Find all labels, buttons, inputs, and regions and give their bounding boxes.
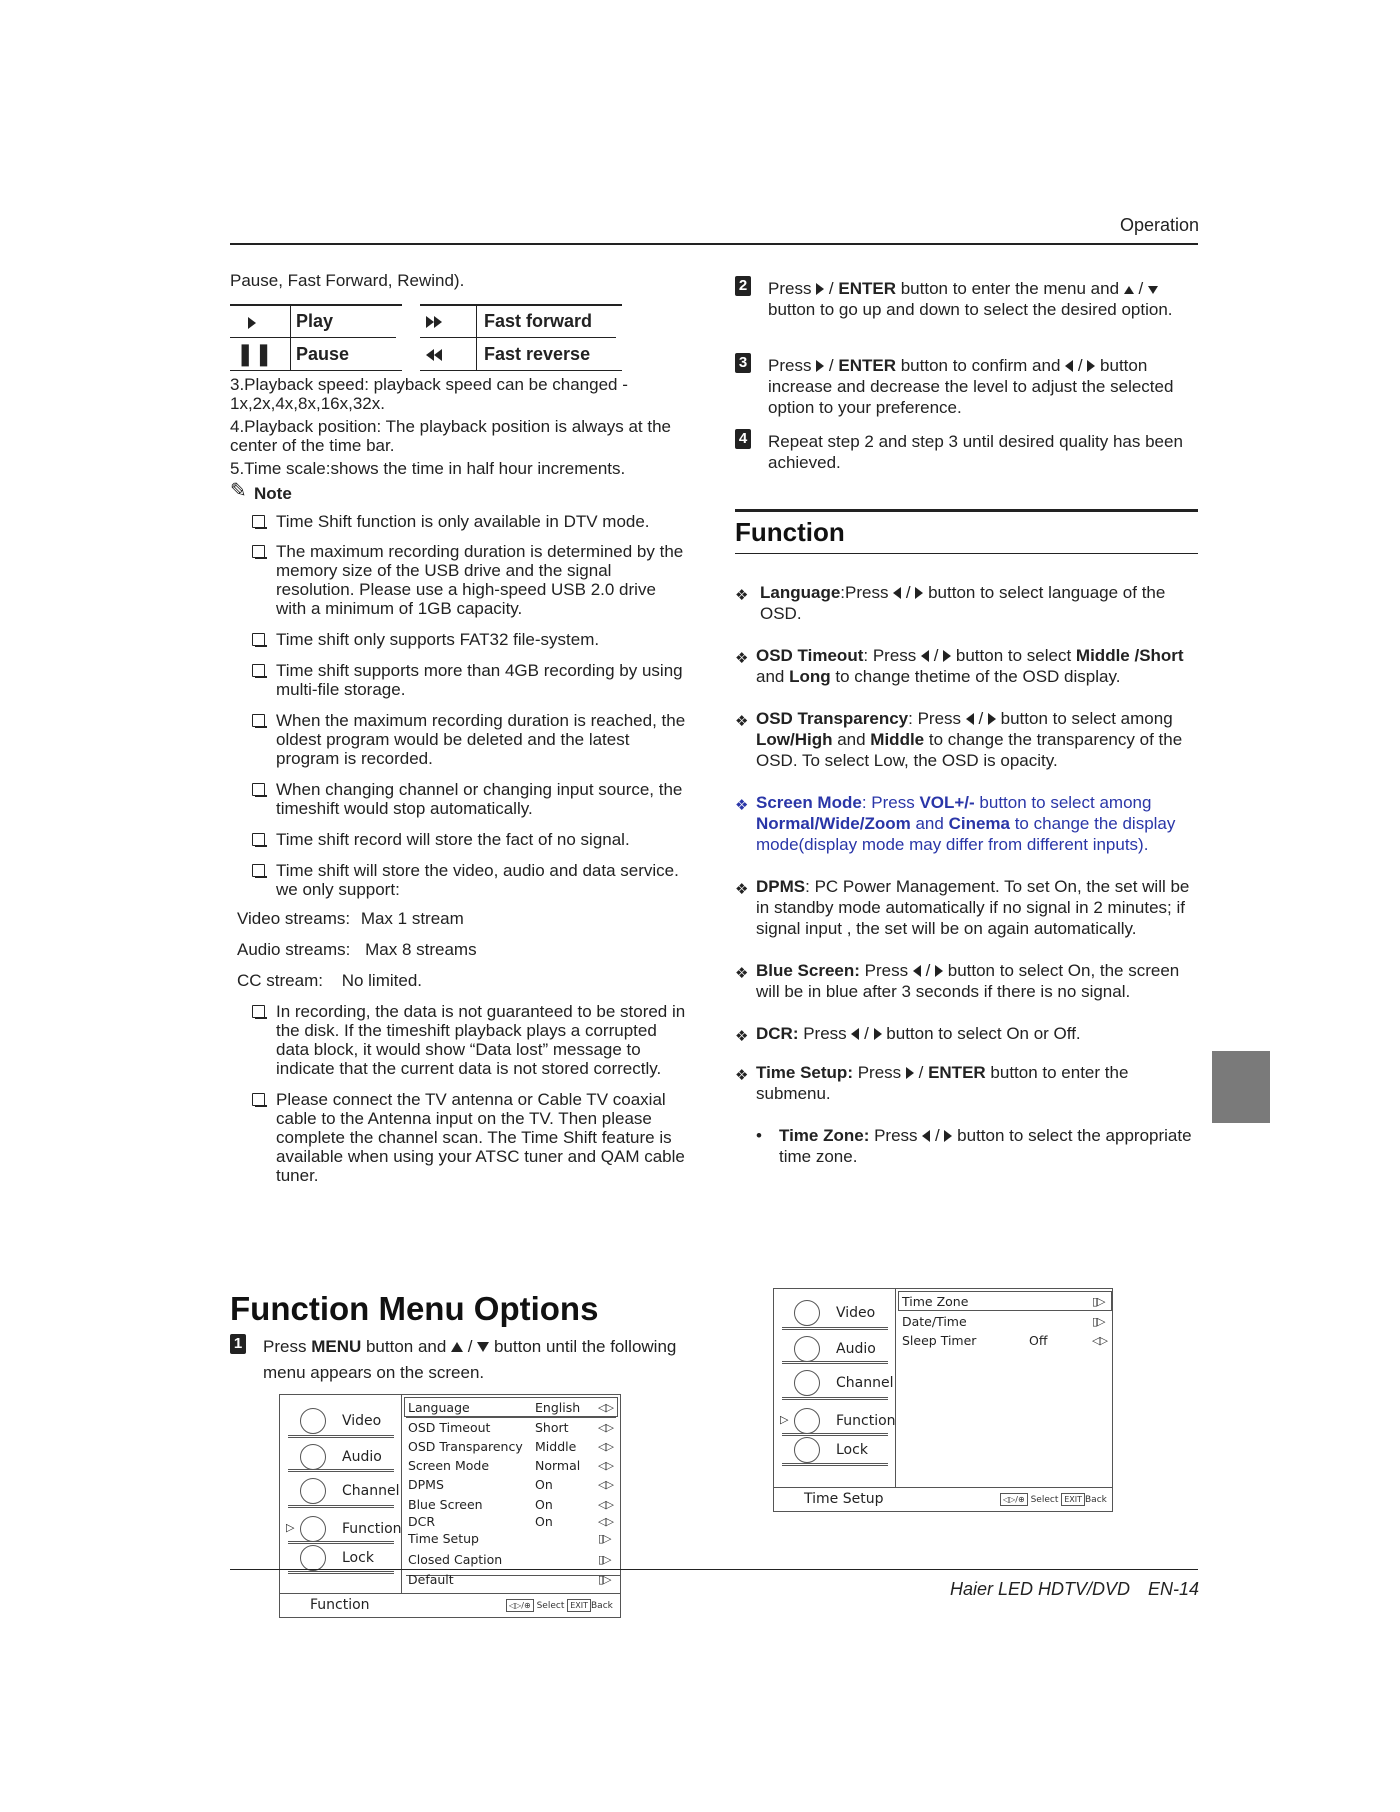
fast-forward-icon bbox=[426, 305, 442, 337]
item-osd-transparency: ❖ OSD Transparency: Press / button to select among Low/High and Middle to change the transparency of the OSD. To select Low, the OSD is opacity. bbox=[735, 709, 1183, 770]
section-header: Operation bbox=[1119, 215, 1199, 235]
select-hint: ◁▷/⊕ Select EXIT Back bbox=[506, 1599, 613, 1612]
menu-row-value: Middle bbox=[535, 1439, 577, 1454]
menu-row-arrow-icon: ◁▷ bbox=[598, 1498, 613, 1511]
menu-row-arrow-icon: ▯▷ bbox=[598, 1553, 611, 1566]
time-scale-text: 5.Time scale:shows the time in half hour increments. bbox=[230, 459, 626, 478]
menu-row-name: Time Zone bbox=[902, 1294, 969, 1309]
channel-icon bbox=[300, 1478, 326, 1504]
menu-row-name: Date/Time bbox=[902, 1314, 967, 1329]
item-language: ❖ Language:Press / button to select language of the OSD. bbox=[735, 583, 1166, 623]
playback-controls-table bbox=[230, 304, 622, 372]
fast-reverse-icon bbox=[426, 338, 442, 370]
page-edge-tab bbox=[1212, 1051, 1270, 1123]
menu-row-name: Language bbox=[408, 1400, 470, 1415]
pause-icon: ❚❚ bbox=[236, 341, 273, 366]
menu-row-value: English bbox=[535, 1400, 581, 1415]
step-2-text: Press / ENTER button to enter the menu and / button to go up and down to select the desired option. bbox=[768, 279, 1173, 319]
menu-row-arrow-icon: ◁▷ bbox=[598, 1478, 613, 1491]
menu-row-name: OSD Timeout bbox=[408, 1420, 491, 1435]
menu-row-name: Closed Caption bbox=[408, 1552, 503, 1567]
menu-row-name: Blue Screen bbox=[408, 1497, 483, 1512]
note-item: Time Shift function is only available in DTV mode. bbox=[252, 509, 690, 535]
select-hint: ◁▷/⊕ Select EXIT Back bbox=[1000, 1493, 1107, 1506]
pencil-note-icon: ✎ bbox=[230, 480, 247, 502]
pause-label: Pause bbox=[296, 344, 350, 364]
function-rule-bottom bbox=[735, 553, 1198, 554]
item-dcr: ❖ DCR: Press / button to select On or Off. bbox=[735, 1024, 1081, 1045]
menu-footer: Time Setup ◁▷/⊕ Select EXIT Back bbox=[774, 1487, 1112, 1511]
playback-position-text: 4.Playback position: The playback position is always at the center of the time bar. bbox=[230, 417, 671, 455]
step-1-badge: 1 bbox=[230, 1334, 246, 1354]
play-label: Play bbox=[296, 311, 334, 331]
menu-row-value: On bbox=[535, 1477, 553, 1492]
item-time-setup: ❖ Time Setup: Press / ENTER button to enter the submenu. bbox=[735, 1063, 1129, 1103]
video-icon bbox=[300, 1408, 326, 1434]
header-rule bbox=[230, 243, 1198, 245]
item-time-zone: • Time Zone: Press / button to select the appropriate time zone. bbox=[756, 1126, 1192, 1166]
note-item: When changing channel or changing input source, the timeshift would stop automatically. bbox=[252, 780, 690, 818]
function-title: Function bbox=[735, 517, 845, 547]
menu-row-arrow-icon: ▯▷ bbox=[1092, 1315, 1105, 1328]
intro-text: Pause, Fast Forward, Rewind). bbox=[230, 271, 465, 290]
left-column bbox=[230, 271, 690, 290]
function-menu-screenshot: Video Audio Channel ▷ Function Lock Language English ◁▷ OSD Timeout Short ◁▷ OSD Transparency Middle ◁▷ Screen Mode Normal ◁▷ DPMS On ◁▷ Blue Screen On ◁▷ DCR On ◁▷ Time Setup ▯▷ Closed Caption ▯▷ Default ▯▷ Function ◁▷/⊕ Select EXIT Back bbox=[279, 1394, 621, 1618]
menu-row-arrow-icon: ◁▷ bbox=[598, 1401, 613, 1414]
menu-row-arrow-icon: ◁▷ bbox=[598, 1459, 613, 1472]
stream-row: CC stream: No limited. bbox=[237, 971, 423, 990]
note-heading: ✎ Note bbox=[230, 480, 292, 503]
function-items bbox=[735, 582, 1198, 1167]
menu-row-arrow-icon: ◁▷ bbox=[1092, 1334, 1107, 1347]
menu-row-value: On bbox=[535, 1514, 553, 1529]
step-4-badge: 4 bbox=[735, 429, 751, 449]
footer-page-number: EN-14 bbox=[1147, 1579, 1199, 1599]
note-item: Time shift record will store the fact of no signal. bbox=[252, 830, 690, 849]
down-arrow-icon bbox=[477, 1342, 489, 1352]
step-2-badge: 2 bbox=[735, 276, 751, 296]
note-item: The maximum recording duration is determined by the memory size of the USB drive and the signal resolution. Please use a high-speed USB 2.0 drive with a minimum of 1GB capacity. bbox=[252, 542, 690, 618]
note-item: Time shift only supports FAT32 file-system. bbox=[252, 630, 690, 649]
menu-row-value: On bbox=[535, 1497, 553, 1512]
item-screen-mode: ❖ Screen Mode: Press VOL+/- button to select among Normal/Wide/Zoom and Cinema to change the display mode(display mode may differ from different inputs). bbox=[735, 793, 1176, 854]
function-icon bbox=[794, 1408, 820, 1434]
playback-details bbox=[230, 375, 690, 1185]
note-item: When the maximum recording duration is reached, the oldest program would be deleted and the latest program is recorded. bbox=[252, 711, 690, 768]
menu-row-arrow-icon: ▯▷ bbox=[1092, 1295, 1105, 1308]
menu-row-arrow-icon: ▯▷ bbox=[598, 1573, 611, 1586]
menu-row-name: DCR bbox=[408, 1514, 436, 1529]
time-setup-menu-screenshot: Video Audio Channel ▷ Function Lock Time Zone ▯▷ Date/Time ▯▷ Sleep Timer Off ◁▷ Time Setup ◁▷/⊕ Select EXIT Back bbox=[773, 1288, 1113, 1512]
menu-row-arrow-icon: ◁▷ bbox=[598, 1515, 613, 1528]
menu-row-arrow-icon: ▯▷ bbox=[598, 1532, 611, 1545]
step-4-text: Repeat step 2 and step 3 until desired quality has been achieved. bbox=[768, 432, 1183, 472]
stream-row: Audio streams: Max 8 streams bbox=[237, 940, 477, 959]
up-arrow-icon bbox=[451, 1342, 463, 1352]
function-menu-options-title: Function Menu Options bbox=[230, 1290, 599, 1327]
menu-row-value: Normal bbox=[535, 1458, 581, 1473]
fast-reverse-label: Fast reverse bbox=[484, 344, 591, 364]
menu-row-name: Default bbox=[408, 1572, 454, 1587]
function-rule-top bbox=[735, 509, 1198, 512]
footer-rule bbox=[230, 1569, 1198, 1570]
menu-row-name: OSD Transparency bbox=[408, 1439, 523, 1454]
lock-icon bbox=[300, 1545, 326, 1571]
channel-icon bbox=[794, 1370, 820, 1396]
function-icon bbox=[300, 1516, 326, 1542]
menu-row-value: Short bbox=[535, 1420, 569, 1435]
fast-forward-label: Fast forward bbox=[484, 311, 593, 331]
note-item: In recording, the data is not guaranteed to be stored in the disk. If the timeshift playback plays a corrupted data block, it would show “Data lost” message to indicate that the current data is not stored correctly. bbox=[252, 1002, 690, 1078]
audio-icon bbox=[300, 1444, 326, 1470]
step-3-text: Press / ENTER button to confirm and / button increase and decrease the level to adjust the selected option to your preference. bbox=[768, 356, 1174, 417]
step-1-text: Press MENU button and / button until the following menu appears on the screen. bbox=[263, 1337, 677, 1382]
menu-row-name: Sleep Timer bbox=[902, 1333, 977, 1348]
menu-row-name: Time Setup bbox=[408, 1531, 479, 1546]
item-blue-screen: ❖ Blue Screen: Press / button to select On, the screen will be in blue after 3 seconds if there is no signal. bbox=[735, 961, 1180, 1001]
item-dpms: ❖ DPMS: PC Power Management. To set On, the set will be in standby mode automatically if no signal in 2 minutes; if signal input , the set will be on again automatically. bbox=[735, 877, 1190, 938]
playback-speed-text: 3.Playback speed: playback speed can be changed - 1x,2x,4x,8x,16x,32x. bbox=[230, 375, 628, 413]
menu-row-name: DPMS bbox=[408, 1477, 444, 1492]
menu-row-arrow-icon: ◁▷ bbox=[598, 1440, 613, 1453]
play-icon bbox=[248, 306, 256, 338]
note-item: Time shift will store the video, audio and data service. we only support: bbox=[252, 861, 690, 899]
footer-product: Haier LED HDTV/DVD bbox=[949, 1579, 1130, 1599]
item-osd-timeout: ❖ OSD Timeout: Press / button to select Middle /Short and Long to change thetime of the OSD display. bbox=[735, 646, 1184, 686]
video-icon bbox=[794, 1300, 820, 1326]
lock-icon bbox=[794, 1437, 820, 1463]
note-item: Time shift supports more than 4GB recording by using multi-file storage. bbox=[252, 661, 690, 699]
menu-row-name: Screen Mode bbox=[408, 1458, 490, 1473]
menu-row-arrow-icon: ◁▷ bbox=[598, 1421, 613, 1434]
step-3-badge: 3 bbox=[735, 353, 751, 373]
menu-row-value: Off bbox=[1029, 1333, 1048, 1348]
menu-footer: Function ◁▷/⊕ Select EXIT Back bbox=[280, 1593, 620, 1617]
note-item: Please connect the TV antenna or Cable TV coaxial cable to the Antenna input on the TV. Then please complete the channel scan. The Time Shift feature is available when using your ATSC tuner and QAM cable tuner. bbox=[252, 1090, 690, 1185]
stream-row: Video streams: Max 1 stream bbox=[237, 909, 464, 928]
audio-icon bbox=[794, 1336, 820, 1362]
